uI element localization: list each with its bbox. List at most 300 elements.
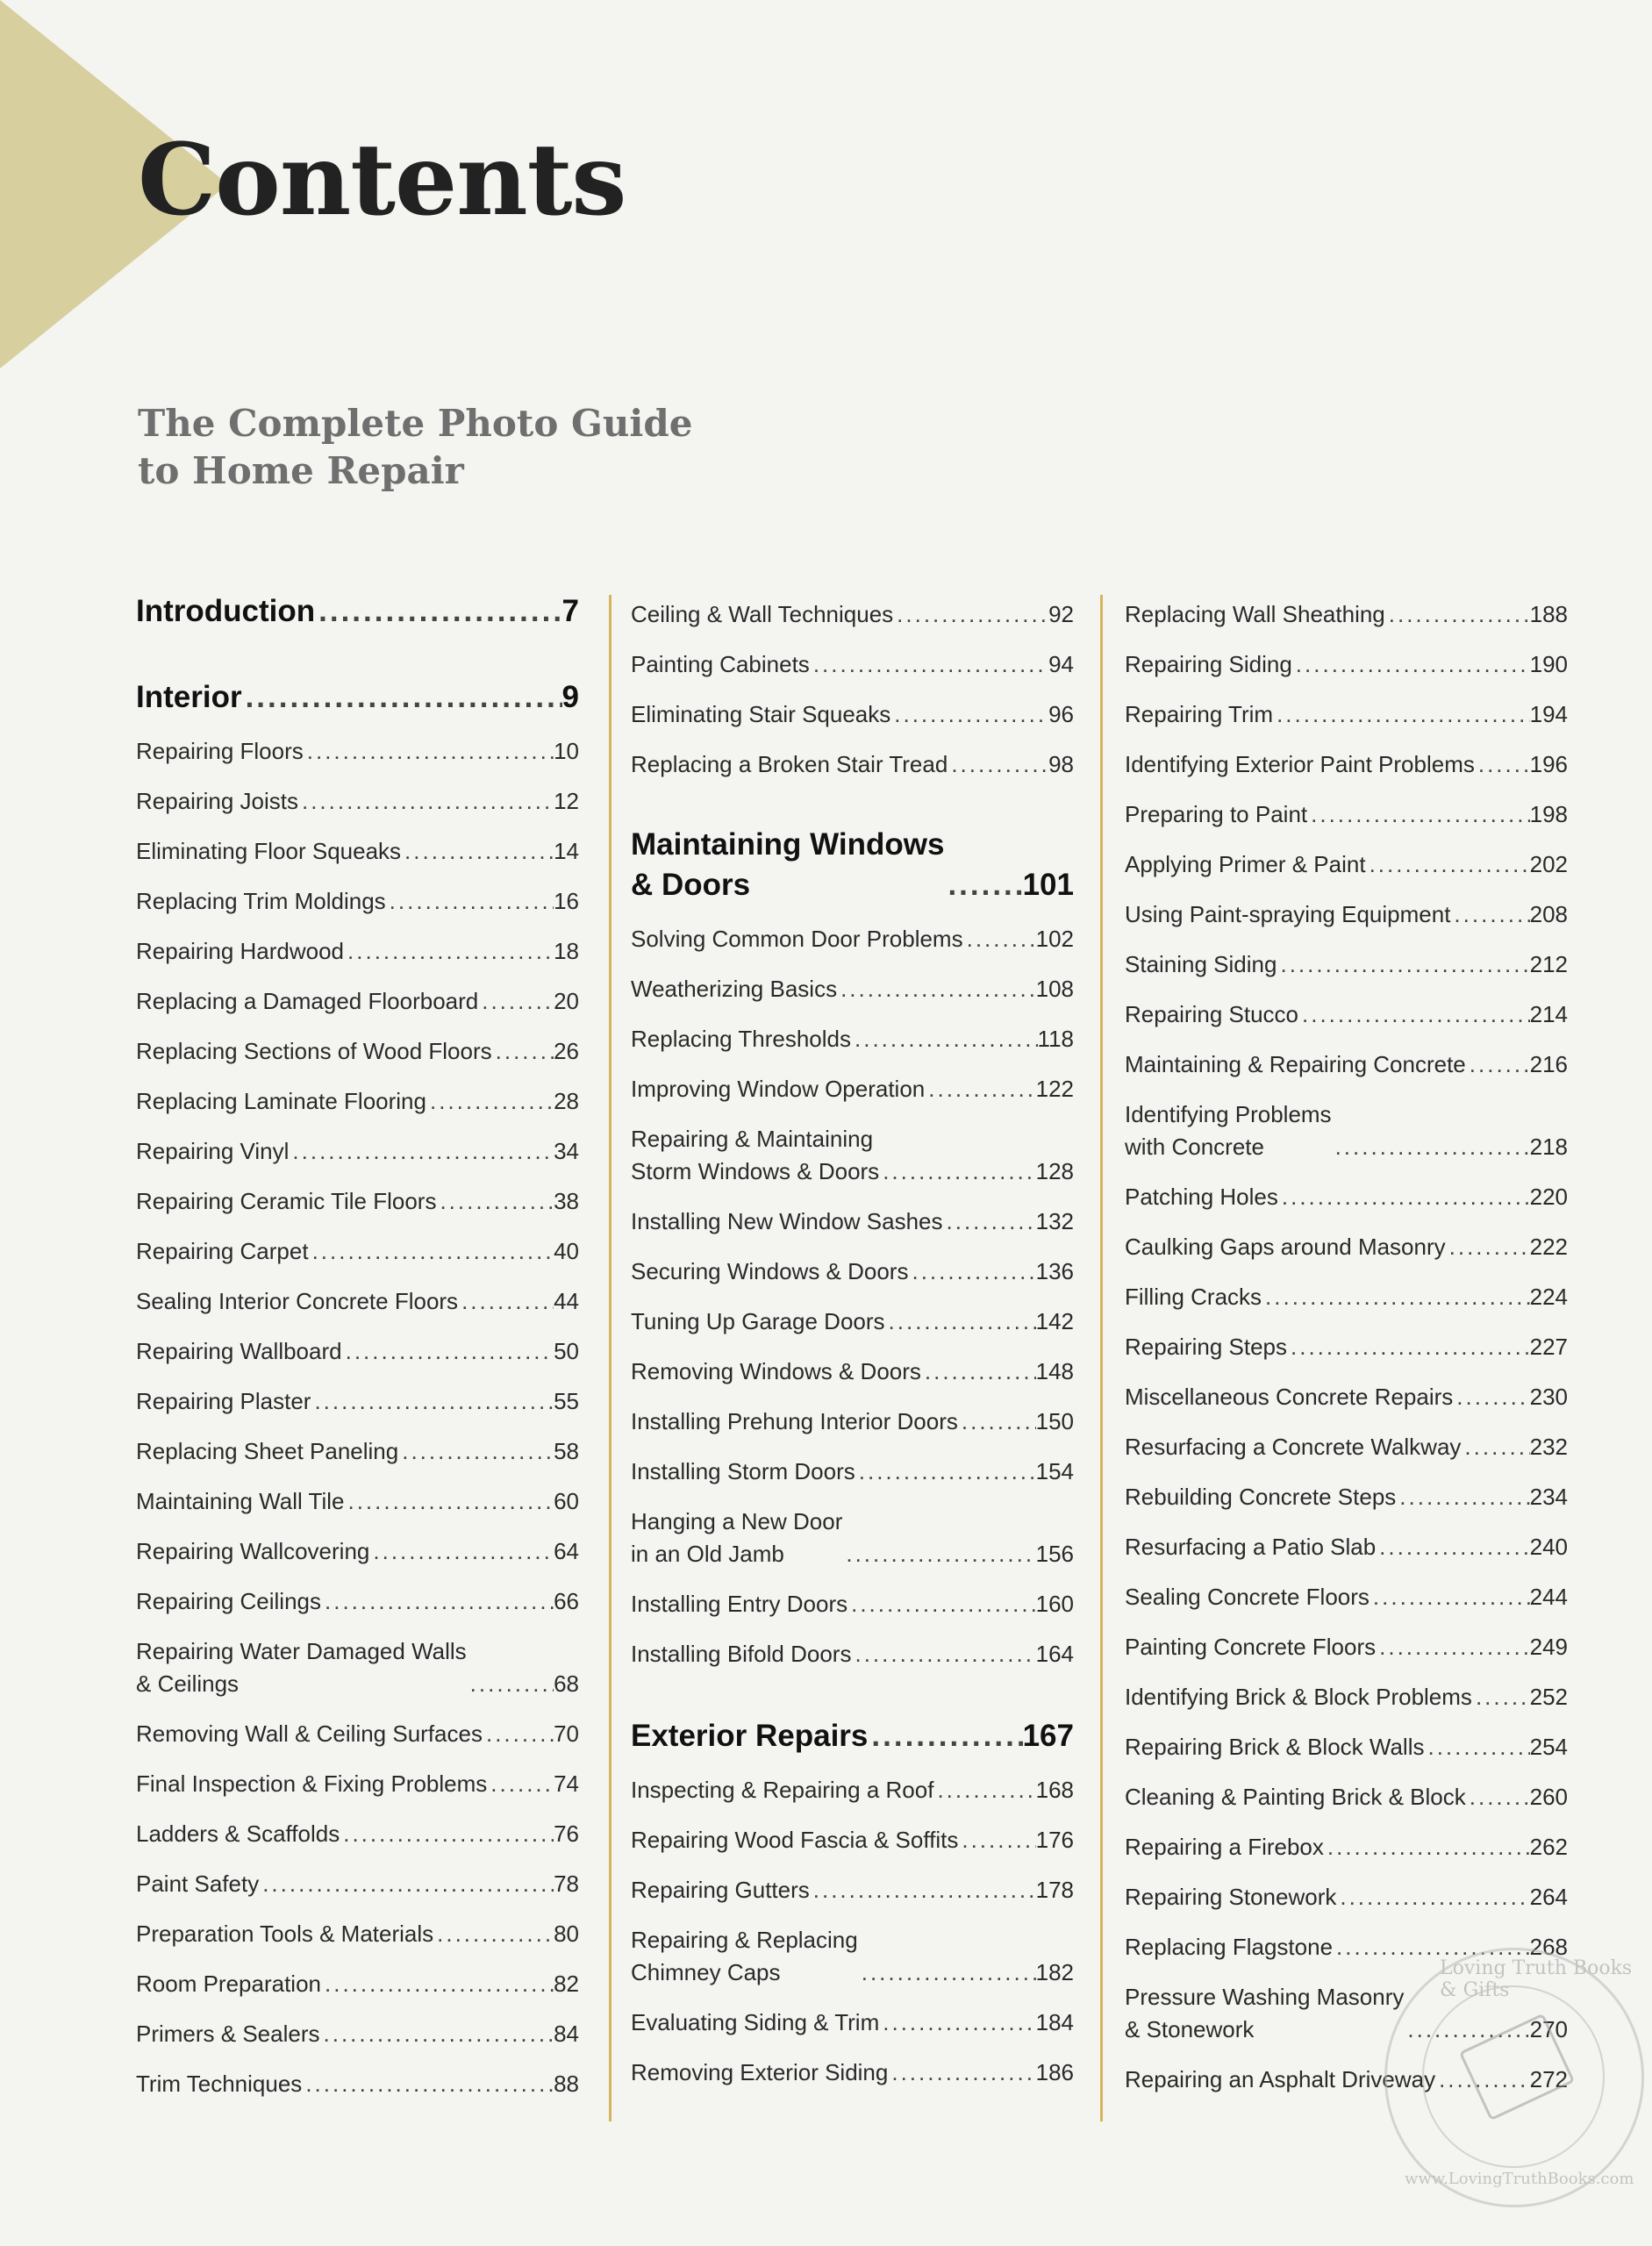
entry-page-number: 234 — [1529, 1484, 1568, 1510]
entry-page-number: 26 — [554, 1038, 579, 1064]
entry-title: Replacing Sheet Paneling — [136, 1438, 399, 1464]
toc-entry[interactable] — [631, 1620, 1074, 1670]
entry-page-number: 216 — [1529, 1051, 1568, 1077]
dot-leader — [311, 1385, 554, 1418]
entry-title: Replacing Wall Sheathing — [1125, 601, 1385, 627]
dot-leader — [1307, 798, 1529, 831]
entry-title: Caulking Gaps around Masonry — [1125, 1234, 1446, 1260]
entry-title: Installing Bifold Doors — [631, 1641, 852, 1667]
entry-title: Cleaning & Painting Brick & Block — [1125, 1784, 1466, 1810]
toc-entry[interactable] — [136, 1700, 579, 1750]
column-divider-1 — [609, 595, 611, 2121]
dot-leader — [401, 835, 554, 868]
entry-title: Repairing Floors — [136, 738, 304, 764]
dot-leader — [810, 1874, 1036, 1906]
entry-page-number: 176 — [1035, 1827, 1074, 1853]
toc-entry[interactable] — [136, 1068, 579, 1118]
toc-entry[interactable] — [136, 1568, 579, 1618]
dot-leader — [890, 698, 1048, 731]
entry-title: Tuning Up Garage Doors — [631, 1308, 885, 1334]
dot-leader — [1424, 1731, 1529, 1763]
dot-leader — [321, 1585, 554, 1618]
entry-page-number: 122 — [1035, 1076, 1074, 1102]
entry-title: Removing Windows & Doors — [631, 1358, 921, 1384]
entry-page-number: 262 — [1529, 1834, 1568, 1860]
toc-entry[interactable] — [136, 1518, 579, 1568]
dot-leader — [925, 1073, 1035, 1105]
entry-title: Repairing & Replacing Chimney Caps — [631, 1927, 858, 1985]
dot-leader — [289, 1135, 554, 1168]
column-divider-2 — [1100, 595, 1103, 2121]
entry-page-number: 128 — [1035, 1158, 1074, 1184]
entry-page-number: 136 — [1035, 1258, 1074, 1284]
dot-leader — [1370, 1581, 1530, 1613]
entry-title: Installing Storm Doors — [631, 1458, 855, 1484]
dot-leader — [242, 677, 562, 718]
dot-leader — [340, 1818, 554, 1850]
entry-page-number: 16 — [554, 888, 579, 914]
entry-title: Paint Safety — [136, 1870, 260, 1897]
dot-leader — [342, 1335, 554, 1368]
entry-page-number: 78 — [554, 1870, 579, 1897]
dot-leader — [1461, 1431, 1529, 1463]
entry-title: Removing Exterior Siding — [631, 2059, 889, 2085]
entry-page-number: 190 — [1529, 651, 1568, 677]
toc-entry[interactable] — [1125, 1081, 1568, 1163]
entry-title: Repairing & Maintaining Storm Windows & Doors — [631, 1126, 880, 1184]
entry-page-number: 38 — [554, 1188, 579, 1214]
toc-entry[interactable] — [631, 2039, 1074, 2089]
entry-title: Hanging a New Door in an Old Jamb — [631, 1508, 843, 1567]
toc-entry[interactable] — [136, 1118, 579, 1168]
dot-leader — [868, 1716, 1022, 1756]
entry-page-number: 94 — [1048, 651, 1074, 677]
toc-entry[interactable] — [1125, 1613, 1568, 1663]
toc-entry[interactable] — [136, 1168, 579, 1218]
entry-page-number: 66 — [554, 1588, 579, 1614]
dot-leader — [1262, 1281, 1530, 1313]
dot-leader — [885, 1305, 1036, 1338]
entry-title: Applying Primer & Paint — [1125, 851, 1366, 877]
entry-page-number: 222 — [1529, 1234, 1568, 1260]
entry-title: Sealing Interior Concrete Floors — [136, 1288, 459, 1314]
entry-title: Weatherizing Basics — [631, 976, 838, 1002]
toc-entry[interactable] — [1125, 731, 1568, 781]
toc-entry[interactable] — [136, 1900, 579, 1950]
entry-title: Repairing Ceramic Tile Floors — [136, 1188, 437, 1214]
dot-leader — [851, 1638, 1035, 1670]
entry-title: Installing Entry Doors — [631, 1591, 848, 1617]
toc-entry[interactable] — [136, 2000, 579, 2050]
entry-page-number: 20 — [554, 988, 579, 1014]
toc-entry[interactable] — [631, 1756, 1074, 1806]
toc-entry[interactable] — [1125, 631, 1568, 681]
entry-page-number: 98 — [1048, 751, 1074, 777]
entry-title: Using Paint-spraying Equipment — [1125, 901, 1451, 927]
dot-leader — [386, 885, 554, 918]
entry-page-number: 230 — [1529, 1384, 1568, 1410]
toc-entry[interactable] — [1125, 1213, 1568, 1263]
toc-entry[interactable] — [1125, 1713, 1568, 1763]
entry-page-number: 40 — [554, 1238, 579, 1264]
dot-leader — [858, 1956, 1036, 1989]
dot-leader — [1385, 598, 1530, 631]
entry-title: Maintaining & Repairing Concrete — [1125, 1051, 1466, 1077]
dot-leader — [888, 2056, 1035, 2089]
dot-leader — [908, 1255, 1035, 1288]
entry-page-number: 118 — [1037, 1026, 1074, 1052]
toc-entry[interactable] — [631, 1388, 1074, 1438]
entry-page-number: 270 — [1529, 2016, 1568, 2042]
toc-entry[interactable] — [136, 868, 579, 918]
entry-page-number: 74 — [554, 1770, 579, 1797]
entry-page-number: 186 — [1035, 2059, 1074, 2085]
dot-leader — [369, 1535, 554, 1568]
dot-leader — [398, 1435, 554, 1468]
entry-title: Replacing Sections of Wood Floors — [136, 1038, 492, 1064]
dot-leader — [944, 865, 1022, 905]
entry-page-number: 184 — [1035, 2009, 1074, 2035]
toc-entry[interactable] — [631, 1288, 1074, 1338]
toc-entry[interactable] — [631, 1806, 1074, 1856]
dot-leader — [958, 1406, 1036, 1438]
entry-page-number: 244 — [1529, 1584, 1568, 1610]
toc-entry[interactable] — [136, 1950, 579, 2000]
entry-title: Repairing an Asphalt Driveway — [1125, 2066, 1436, 2092]
toc-entry[interactable] — [136, 1218, 579, 1268]
toc-entry[interactable] — [631, 1338, 1074, 1388]
toc-column-3 — [1125, 581, 1568, 2096]
dot-leader — [321, 1968, 554, 2000]
toc-entry[interactable] — [1125, 1513, 1568, 1563]
toc-entry[interactable] — [136, 718, 579, 768]
toc-entry[interactable] — [136, 1368, 579, 1418]
toc-entry[interactable] — [136, 1268, 579, 1318]
entry-title: Inspecting & Repairing a Roof — [631, 1777, 934, 1803]
entry-page-number: 92 — [1048, 601, 1074, 627]
toc-entry[interactable] — [1125, 1263, 1568, 1313]
toc-entry[interactable] — [136, 1318, 579, 1368]
toc-entry[interactable] — [136, 1800, 579, 1850]
stamp-text-side: www.LovingTruthBooks.com — [1405, 2170, 1634, 2188]
toc-entry[interactable] — [631, 1238, 1074, 1288]
entry-title: Repairing Trim — [1125, 701, 1274, 727]
entry-page-number: 214 — [1529, 1001, 1568, 1027]
entry-page-number: 164 — [1035, 1641, 1074, 1667]
section-title: Interior — [136, 680, 242, 714]
entry-title: Primers & Sealers — [136, 2021, 320, 2047]
dot-leader — [948, 748, 1048, 781]
entry-page-number: 34 — [554, 1138, 579, 1164]
toc-entry[interactable] — [136, 818, 579, 868]
entry-title: Repairing Water Damaged Walls & Ceilings — [136, 1638, 467, 1697]
dot-leader — [458, 1285, 554, 1318]
dot-leader — [483, 1718, 554, 1750]
entry-page-number: 60 — [554, 1488, 579, 1514]
entry-title: Miscellaneous Concrete Repairs — [1125, 1384, 1454, 1410]
toc-entry[interactable] — [1125, 1863, 1568, 1913]
dot-leader — [426, 1085, 554, 1118]
toc-entry[interactable] — [631, 1188, 1074, 1238]
toc-entry[interactable] — [136, 918, 579, 968]
entry-title: Room Preparation — [136, 1971, 321, 1997]
toc-entry[interactable] — [136, 1618, 579, 1700]
entry-page-number: 96 — [1048, 701, 1074, 727]
entry-title: Removing Wall & Ceiling Surfaces — [136, 1720, 483, 1747]
toc-entry[interactable] — [631, 905, 1074, 955]
dot-leader — [943, 1205, 1036, 1238]
toc-entry[interactable] — [1125, 1763, 1568, 1813]
entry-title: Pressure Washing Masonry & Stonework — [1125, 1984, 1405, 2042]
entry-page-number: 202 — [1529, 851, 1568, 877]
entry-page-number: 108 — [1035, 976, 1074, 1002]
toc-entry[interactable] — [631, 681, 1074, 731]
entry-page-number: 188 — [1529, 601, 1568, 627]
toc-entry[interactable] — [1125, 581, 1568, 631]
dot-leader — [879, 1155, 1035, 1188]
toc-entry[interactable] — [136, 2050, 579, 2100]
entry-page-number: 232 — [1529, 1434, 1568, 1460]
entry-page-number: 178 — [1035, 1877, 1074, 1903]
entry-page-number: 102 — [1035, 926, 1074, 952]
toc-entry[interactable] — [631, 1856, 1074, 1906]
stamp-text-top: Loving Truth Books & Gifts — [1440, 1957, 1633, 2001]
entry-title: Repairing Plaster — [136, 1388, 311, 1414]
dot-leader — [1277, 948, 1529, 981]
entry-page-number: 272 — [1529, 2066, 1568, 2092]
entry-title: Repairing Hardwood — [136, 938, 345, 964]
dot-leader — [487, 1768, 554, 1800]
toc-section[interactable] — [631, 812, 1074, 905]
entry-page-number: 80 — [554, 1921, 579, 1947]
entry-page-number: 182 — [1035, 1959, 1074, 1985]
entry-page-number: 148 — [1035, 1358, 1074, 1384]
entry-title: Repairing Stucco — [1125, 1001, 1298, 1027]
entry-title: Eliminating Stair Squeaks — [631, 701, 891, 727]
toc-section[interactable] — [136, 667, 579, 718]
entry-title: Painting Concrete Floors — [1125, 1634, 1377, 1660]
toc-entry[interactable] — [136, 1750, 579, 1800]
dot-leader — [1366, 848, 1530, 881]
toc-entry[interactable] — [136, 1018, 579, 1068]
entry-page-number: 58 — [554, 1438, 579, 1464]
dot-leader — [810, 648, 1048, 681]
page-title: Contents — [138, 123, 626, 238]
entry-page-number: 50 — [554, 1338, 579, 1364]
dot-leader — [1446, 1231, 1530, 1263]
toc-entry[interactable] — [1125, 781, 1568, 831]
toc-entry[interactable] — [1125, 931, 1568, 981]
entry-title: Repairing Brick & Block Walls — [1125, 1734, 1425, 1760]
toc-entry[interactable] — [1125, 1163, 1568, 1213]
entry-title: Repairing Joists — [136, 788, 298, 814]
entry-title: Resurfacing a Concrete Walkway — [1125, 1434, 1462, 1460]
toc-column-1 — [136, 581, 579, 2100]
toc-entry[interactable] — [1125, 1031, 1568, 1081]
toc-entry[interactable] — [631, 1570, 1074, 1620]
entry-title: Evaluating Siding & Trim — [631, 2009, 880, 2035]
entry-page-number: 28 — [554, 1088, 579, 1114]
entry-title: Replacing Trim Moldings — [136, 888, 386, 914]
entry-page-number: 194 — [1529, 701, 1568, 727]
dot-leader — [1287, 1331, 1530, 1363]
entry-title: Repairing Wood Fascia & Soffits — [631, 1827, 959, 1853]
toc-section[interactable] — [136, 581, 579, 632]
entry-page-number: 160 — [1035, 1591, 1074, 1617]
entry-page-number: 196 — [1529, 751, 1568, 777]
entry-page-number: 224 — [1529, 1284, 1568, 1310]
entry-page-number: 268 — [1529, 1934, 1568, 1960]
toc-entry[interactable] — [631, 1488, 1074, 1570]
entry-title: Staining Siding — [1125, 951, 1277, 977]
toc-entry[interactable] — [1125, 831, 1568, 881]
toc-entry[interactable] — [1125, 1663, 1568, 1713]
toc-entry[interactable] — [1125, 1563, 1568, 1613]
entry-title: Solving Common Door Problems — [631, 926, 963, 952]
entry-title: Final Inspection & Fixing Problems — [136, 1770, 488, 1797]
entry-title: Repairing Siding — [1125, 651, 1292, 677]
entry-page-number: 254 — [1529, 1734, 1568, 1760]
dot-leader — [1466, 1781, 1530, 1813]
toc-entry[interactable] — [631, 1105, 1074, 1188]
entry-page-number: 68 — [554, 1670, 579, 1697]
entry-title: Patching Holes — [1125, 1184, 1278, 1210]
dot-leader — [492, 1035, 554, 1068]
entry-page-number: 252 — [1529, 1684, 1568, 1710]
toc-entry[interactable] — [631, 631, 1074, 681]
entry-page-number: 88 — [554, 2071, 579, 2097]
entry-title: Improving Window Operation — [631, 1076, 926, 1102]
entry-page-number: 227 — [1529, 1334, 1568, 1360]
entry-title: Preparing to Paint — [1125, 801, 1308, 827]
entry-title: Filling Cracks — [1125, 1284, 1262, 1310]
entry-title: Repairing a Firebox — [1125, 1834, 1324, 1860]
dot-leader — [302, 2068, 554, 2100]
dot-leader — [842, 1538, 1035, 1570]
dot-leader — [259, 1868, 554, 1900]
toc-entry[interactable] — [631, 1438, 1074, 1488]
section-title: Introduction — [136, 594, 316, 628]
toc-entry[interactable] — [631, 1055, 1074, 1105]
dot-leader — [1475, 748, 1530, 781]
toc-entry[interactable] — [136, 1850, 579, 1900]
toc-section[interactable] — [631, 1706, 1074, 1756]
toc-entry[interactable] — [631, 1989, 1074, 2039]
entry-title: Repairing Wallcovering — [136, 1538, 370, 1564]
entry-page-number: 18 — [554, 938, 579, 964]
entry-title: Replacing Flagstone — [1125, 1934, 1334, 1960]
entry-page-number: 168 — [1035, 1777, 1074, 1803]
entry-page-number: 260 — [1529, 1784, 1568, 1810]
entry-page-number: 220 — [1529, 1184, 1568, 1210]
entry-page-number: 70 — [554, 1720, 579, 1747]
dot-leader — [933, 1774, 1035, 1806]
dot-leader — [344, 935, 554, 968]
dot-leader — [879, 2006, 1035, 2039]
toc-entry[interactable] — [1125, 681, 1568, 731]
dot-leader — [847, 1588, 1036, 1620]
entry-page-number: 14 — [554, 838, 579, 864]
entry-title: Securing Windows & Doors — [631, 1258, 909, 1284]
dot-leader — [1278, 1181, 1530, 1213]
section-page-number: 101 — [1022, 868, 1074, 902]
entry-page-number: 84 — [554, 2021, 579, 2047]
toc-entry[interactable] — [1125, 1463, 1568, 1513]
entry-title: Resurfacing a Patio Slab — [1125, 1534, 1377, 1560]
bookstore-watermark-stamp — [1384, 1948, 1644, 2207]
entry-page-number: 154 — [1035, 1458, 1074, 1484]
dot-leader — [478, 985, 554, 1018]
toc-column-2 — [631, 581, 1074, 2089]
dot-leader — [309, 1235, 554, 1268]
section-title: Exterior Repairs — [631, 1719, 869, 1753]
entry-title: Maintaining Wall Tile — [136, 1488, 345, 1514]
toc-entry[interactable] — [1125, 981, 1568, 1031]
entry-page-number: 82 — [554, 1971, 579, 1997]
toc-entry[interactable] — [136, 768, 579, 818]
toc-entry[interactable] — [136, 1418, 579, 1468]
toc-entry[interactable] — [136, 968, 579, 1018]
entry-title: Replacing Laminate Flooring — [136, 1088, 426, 1114]
entry-title: Ceiling & Wall Techniques — [631, 601, 894, 627]
book-subtitle — [138, 400, 840, 495]
entry-title: Sealing Concrete Floors — [1125, 1584, 1370, 1610]
entry-title: Repairing Vinyl — [136, 1138, 290, 1164]
toc-entry[interactable] — [1125, 1413, 1568, 1463]
section-page-number: 167 — [1022, 1719, 1074, 1753]
entry-title: Identifying Problems with Concrete — [1125, 1101, 1332, 1160]
entry-title: Trim Techniques — [136, 2071, 303, 2097]
dot-leader — [298, 785, 554, 818]
toc-entry[interactable] — [1125, 1313, 1568, 1363]
dot-leader — [958, 1824, 1035, 1856]
subtitle-line-2: to Home Repair — [138, 449, 464, 492]
entry-page-number: 264 — [1529, 1884, 1568, 1910]
entry-title: Installing New Window Sashes — [631, 1208, 943, 1234]
toc-entry[interactable] — [631, 581, 1074, 631]
entry-title: Painting Cabinets — [631, 651, 810, 677]
section-title: Maintaining Windows & Doors — [631, 827, 945, 902]
entry-title: Replacing a Broken Stair Tread — [631, 751, 948, 777]
dot-leader — [921, 1355, 1036, 1388]
toc-entry[interactable] — [1125, 1363, 1568, 1413]
dot-leader — [1466, 1048, 1530, 1081]
toc-entry[interactable] — [1125, 881, 1568, 931]
toc-entry[interactable] — [631, 955, 1074, 1005]
entry-page-number: 12 — [554, 788, 579, 814]
dot-leader — [837, 973, 1036, 1005]
entry-page-number: 240 — [1529, 1534, 1568, 1560]
entry-title: Repairing Wallboard — [136, 1338, 342, 1364]
entry-title: Replacing Thresholds — [631, 1026, 851, 1052]
entry-page-number: 212 — [1529, 951, 1568, 977]
section-page-number: 7 — [561, 594, 579, 628]
dot-leader — [963, 923, 1036, 955]
entry-page-number: 249 — [1529, 1634, 1568, 1660]
toc-entry[interactable] — [631, 1906, 1074, 1989]
dot-leader — [1453, 1381, 1529, 1413]
toc-entry[interactable] — [136, 1468, 579, 1518]
entry-page-number: 218 — [1529, 1134, 1568, 1160]
dot-leader — [467, 1668, 554, 1700]
dot-leader — [1336, 1881, 1529, 1913]
entry-title: Identifying Exterior Paint Problems — [1125, 751, 1475, 777]
toc-entry[interactable] — [631, 731, 1074, 781]
toc-entry[interactable] — [1125, 1813, 1568, 1863]
entry-title: Repairing Ceilings — [136, 1588, 321, 1614]
toc-entry[interactable] — [631, 1005, 1074, 1055]
dot-leader — [893, 598, 1048, 631]
